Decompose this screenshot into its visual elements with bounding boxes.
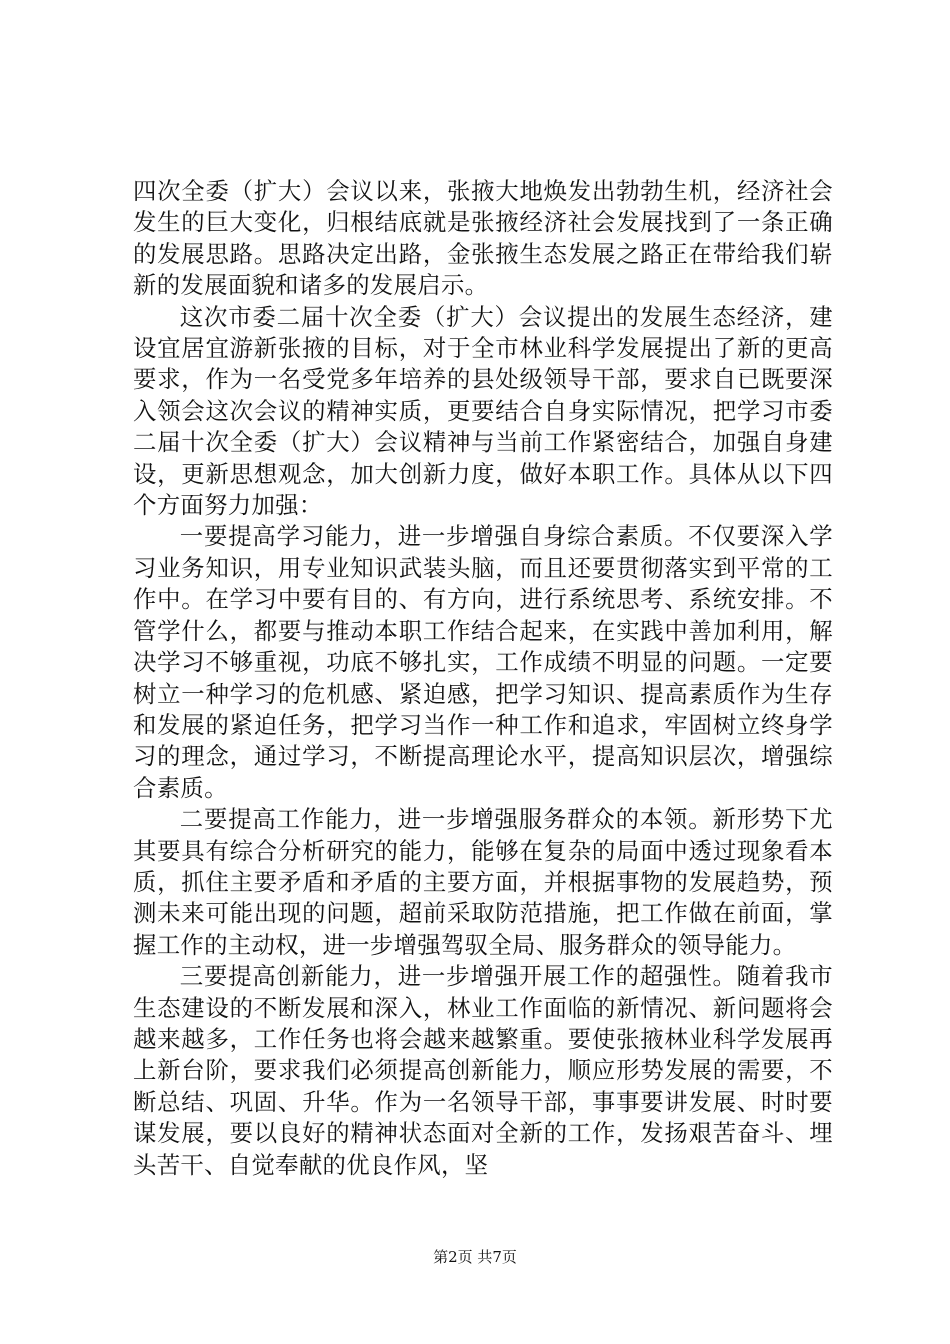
paragraph-3: 一要提高学习能力，进一步增强自身综合素质。不仅要深入学习业务知识，用专业知识武装头脑，而且还要贯彻落实到平常的工作中。在学习中要有目的、有方向，进行系统思考、系统安排。不管学什么，都要与推动本职工作结合起来，在实践中善加利用，解决学习不够重视，功底不够扎实，工作成绩不明显的问题。一定要树立一种学习的危机感、紧迫感，把学习知识、提高素质作为生存和发展的紧迫任务，把学习当作一种工作和追求，牢固树立终身学习的理念，通过学习，不断提高理论水平，提高知识层次，增强综合素质。 bbox=[133, 522, 833, 802]
paragraph-1: 四次全委（扩大）会议以来，张掖大地焕发出勃勃生机，经济社会发生的巨大变化，归根结底就是张掖经济社会发展找到了一条正确的发展思路。思路决定出路，金张掖生态发展之路正在带给我们崭新的发展面貌和诸多的发展启示。 bbox=[133, 177, 833, 300]
document-body bbox=[133, 176, 833, 1181]
page-number-footer: 第2页 共7页 bbox=[433, 1248, 517, 1266]
paragraph-5: 三要提高创新能力，进一步增强开展工作的超强性。随着我市生态建设的不断发展和深入，林业工作面临的新情况、新问题将会越来越多，工作任务也将会越来越繁重。要使张掖林业科学发展再上新台阶，要求我们必须提高创新能力，顺应形势发展的需要，不断总结、巩固、升华。作为一名领导干部，事事要讲发展、时时要谋发展，要以良好的精神状态面对全新的工作，发扬艰苦奋斗、埋头苦干、自觉奉献的优良作风，坚 bbox=[133, 962, 833, 1179]
paragraph-4: 二要提高工作能力，进一步增强服务群众的本领。新形势下尤其要具有综合分析研究的能力，能够在复杂的局面中透过现象看本质，抓住主要矛盾和矛盾的主要方面，并根据事物的发展趋势，预测未来可能出现的问题，超前采取防范措施，把工作做在前面，掌握工作的主动权，进一步增强驾驭全局、服务群众的领导能力。 bbox=[133, 805, 833, 959]
paragraph-2: 这次市委二届十次全委（扩大）会议提出的发展生态经济，建设宜居宜游新张掖的目标，对于全市林业科学发展提出了新的更高要求，作为一名受党多年培养的县处级领导干部，要求自已既要深入领会这次会议的精神实质，更要结合自身实际情况，把学习市委二届十次全委（扩大）会议精神与当前工作紧密结合，加强自身建设，更新思想观念，加大创新力度，做好本职工作。具体从以下四个方面努力加强： bbox=[133, 302, 833, 520]
